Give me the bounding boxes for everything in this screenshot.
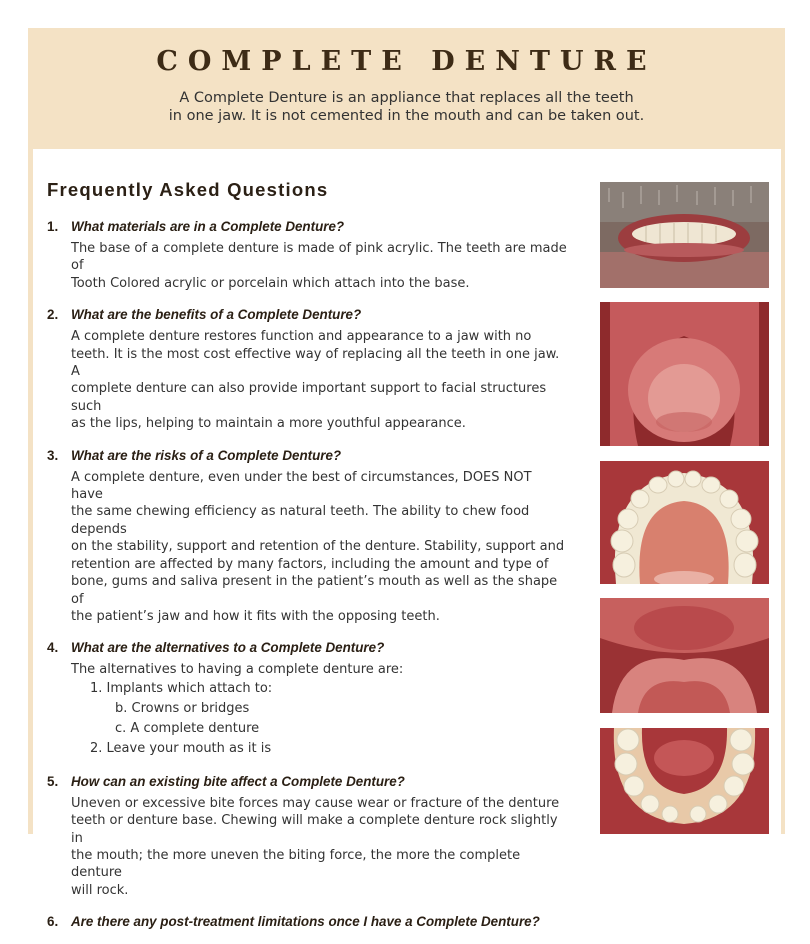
upper-denture-photo bbox=[600, 461, 769, 584]
question-text: How can an existing bite affect a Complete Denture? bbox=[71, 773, 405, 789]
answer-line: the mouth; the more uneven the biting force, the more the complete denture bbox=[71, 847, 521, 881]
intro-line: in one jaw. It is not cemented in the mouth and can be taken out. bbox=[168, 108, 645, 124]
answer-line: on the stability, support and retention of the denture. Stability, support and bbox=[71, 539, 565, 555]
intro-line: A Complete Denture is an appliance that replaces all the teeth bbox=[179, 90, 634, 106]
smile-photo bbox=[600, 182, 769, 288]
list-item: 1. Implants which attach to: bbox=[90, 680, 273, 696]
faq-item bbox=[47, 640, 567, 758]
upper-arch-photo bbox=[600, 302, 769, 446]
answer-line: will rock. bbox=[71, 882, 129, 898]
answer-line: complete denture can also provide important support to facial structures such bbox=[71, 381, 547, 414]
answer-line: The base of a complete denture is made of pink acrylic. The teeth are made of bbox=[71, 241, 567, 274]
faq-item bbox=[47, 448, 567, 626]
faq-answer bbox=[71, 328, 567, 432]
faq-answer bbox=[71, 469, 567, 626]
list-item: 2. Leave your mouth as it is bbox=[90, 740, 272, 756]
answer-line: A complete denture, even under the best of circumstances, DOES NOT have bbox=[71, 469, 532, 503]
upper-arch-photo-image bbox=[600, 302, 769, 446]
question-number: 3. bbox=[47, 447, 59, 463]
answer-line: the same chewing efficiency as natural teeth. The ability to chew food depends bbox=[71, 504, 530, 537]
faq-question bbox=[47, 448, 567, 463]
answer-line: Uneven or excessive bite forces may cause wear or fracture of the denture bbox=[71, 795, 560, 811]
faq-item bbox=[47, 914, 567, 929]
answer-line: A complete denture restores function and appearance to a jaw with no bbox=[71, 329, 532, 345]
lower-arch-photo bbox=[600, 598, 769, 713]
faq-question bbox=[47, 914, 567, 929]
faq-answer bbox=[71, 240, 567, 292]
list-item: b. Crowns or bridges bbox=[115, 700, 250, 716]
question-number: 5. bbox=[47, 773, 59, 789]
question-text: What are the benefits of a Complete Denture? bbox=[71, 307, 362, 323]
question-text: What materials are in a Complete Denture? bbox=[71, 219, 345, 234]
answer-line: as the lips, helping to maintain a more youthful appearance. bbox=[71, 416, 466, 432]
question-text: What are the alternatives to a Complete Denture? bbox=[71, 640, 385, 656]
question-number: 6. bbox=[47, 914, 59, 930]
question-text: Are there any post-treatment limitations once I have a Complete Denture? bbox=[71, 914, 540, 930]
question-number: 2. bbox=[47, 307, 59, 323]
answer-line: retention are affected by many factors, including the amount and type of bbox=[71, 556, 549, 572]
question-text: What are the risks of a Complete Denture? bbox=[71, 447, 342, 463]
smile-photo-image bbox=[600, 182, 769, 288]
faq-question bbox=[47, 774, 567, 789]
answer-line: Tooth Colored acrylic or porcelain which attach into the base. bbox=[71, 275, 470, 291]
list-item: c. A complete denture bbox=[115, 720, 260, 736]
lower-arch-photo-image bbox=[600, 598, 769, 713]
answer-line: teeth. It is the most cost effective way of replacing all the teeth in one jaw. A bbox=[71, 346, 560, 380]
faq-question bbox=[47, 640, 567, 655]
answer-line: bone, gums and saliva present in the patient’s mouth as well as the shape of bbox=[71, 574, 558, 607]
page-title: COMPLETE DENTURE bbox=[156, 46, 657, 77]
faq-heading: Frequently Asked Questions bbox=[47, 179, 329, 200]
answer-line: the patient’s jaw and how it fits with the opposing teeth. bbox=[71, 608, 440, 624]
faq-answer bbox=[71, 661, 567, 678]
upper-denture-photo-image bbox=[600, 461, 769, 584]
question-number: 4. bbox=[47, 640, 59, 656]
answer-line: teeth or denture base. Chewing will make a complete denture rock slightly in bbox=[71, 813, 558, 846]
question-number: 1. bbox=[47, 219, 59, 234]
faq-question bbox=[47, 219, 567, 234]
faq-list bbox=[47, 219, 567, 944]
faq-question bbox=[47, 307, 567, 322]
header-band bbox=[28, 28, 785, 148]
page-sheet bbox=[28, 28, 785, 930]
intro-text bbox=[128, 89, 685, 125]
faq-item bbox=[47, 307, 567, 432]
faq-item bbox=[47, 219, 567, 292]
faq-item bbox=[47, 774, 567, 899]
content-panel bbox=[33, 149, 781, 930]
answer-line: The alternatives to having a complete denture are: bbox=[71, 662, 404, 678]
lower-denture-photo-image bbox=[600, 728, 769, 834]
lower-denture-photo bbox=[600, 728, 769, 834]
faq-answer bbox=[71, 795, 567, 899]
alternatives-list bbox=[90, 679, 567, 759]
